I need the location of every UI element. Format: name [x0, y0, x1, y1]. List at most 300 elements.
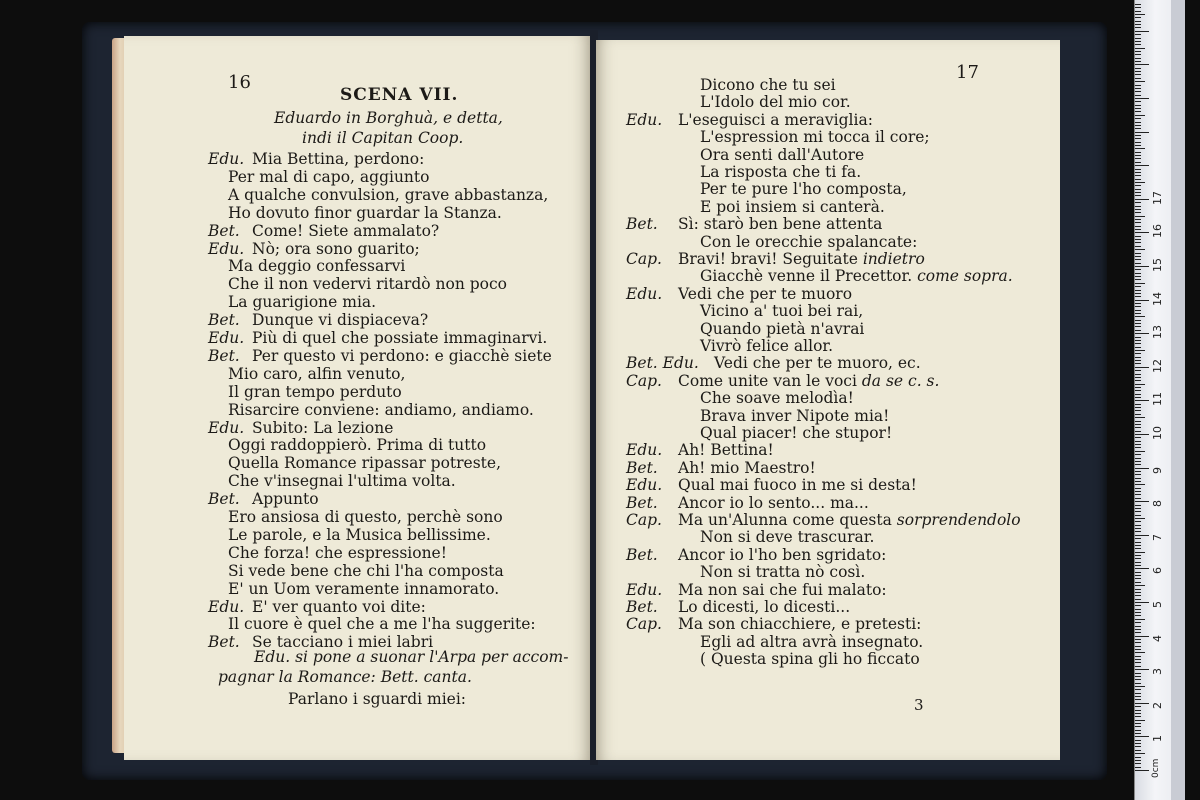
ruler-tick: [1135, 135, 1141, 136]
ruler-tick: [1135, 226, 1141, 227]
ruler-tick: [1135, 760, 1141, 761]
ruler-tick: [1135, 172, 1141, 173]
ruler-tick: [1135, 474, 1141, 475]
ruler-tick: [1135, 612, 1141, 613]
ruler-tick: [1135, 683, 1141, 684]
ruler-tick: [1135, 209, 1141, 210]
dialogue-line: Ma deggio confessarvi: [228, 257, 406, 276]
ruler-tick: [1135, 108, 1141, 109]
ruler-tick: [1135, 716, 1141, 717]
ruler-tick: [1135, 548, 1141, 549]
ruler-tick: [1135, 699, 1141, 700]
ruler-tick: [1135, 71, 1141, 72]
dialogue-line: Per mal di capo, aggiunto: [228, 167, 430, 186]
dialogue-line: Qual piacer! che stupor!: [700, 424, 893, 442]
ruler-tick: [1135, 232, 1149, 233]
stage-direction: indi il Capitan Coop.: [302, 129, 464, 147]
dialogue-line: E poi insiem si canterà.: [700, 197, 885, 216]
dialogue-line: Con le orecchie spalancate:: [700, 232, 918, 251]
ruler-tick: [1135, 185, 1141, 186]
dialogue-line: ( Questa spina gli ho ficcato: [700, 650, 920, 669]
ruler-tick: [1135, 639, 1141, 640]
ruler-tick: [1135, 464, 1141, 465]
ruler-tick: [1135, 88, 1141, 89]
ruler-tick: [1135, 589, 1141, 590]
ruler-tick: [1135, 263, 1141, 264]
ruler-label: 8: [1151, 500, 1164, 508]
speaker-label: Edu.: [208, 597, 245, 616]
dialogue-line: Ancor io l'ho ben sgridato:: [678, 545, 887, 564]
ruler-label: 7: [1151, 533, 1164, 541]
ruler-tick: [1135, 300, 1149, 301]
dialogue-line: Egli ad altra avrà insegnato.: [700, 632, 924, 651]
dialogue-line: Ora senti dall'Autore: [700, 145, 865, 164]
ruler-tick: [1135, 605, 1141, 606]
speaker-label: Bet.: [626, 458, 658, 477]
dialogue-line: Brava inver Nipote mia!: [700, 406, 890, 425]
ruler-tick: [1135, 155, 1141, 156]
ruler-tick: [1135, 81, 1145, 82]
speaker-label: Cap.: [626, 615, 662, 634]
ruler-tick: [1135, 491, 1141, 492]
dialogue-line: Che forza! che espressione!: [228, 543, 447, 562]
ruler-tick: [1135, 458, 1141, 459]
ruler-tick: [1135, 269, 1141, 270]
ruler-tick: [1135, 407, 1141, 408]
ruler-tick: [1135, 212, 1141, 213]
ruler-label: 3: [1151, 668, 1164, 676]
dialogue-line: Il gran tempo perduto: [228, 382, 402, 401]
ruler-tick: [1135, 636, 1149, 637]
ruler-tick: [1135, 746, 1141, 747]
ruler-tick: [1135, 414, 1141, 415]
ruler-tick: [1135, 95, 1141, 96]
ruler-tick: [1135, 750, 1141, 751]
ruler-tick: [1135, 424, 1141, 425]
ruler-tick: [1135, 713, 1141, 714]
ruler-tick: [1135, 216, 1145, 217]
dialogue-line: Come! Siete ammalato?: [252, 221, 440, 240]
ruler-tick: [1135, 310, 1141, 311]
ruler-tick: [1135, 78, 1141, 79]
ruler-tick: [1135, 7, 1141, 8]
ruler-tick: [1135, 54, 1141, 55]
ruler-tick: [1135, 31, 1149, 32]
ruler-label: 12: [1151, 358, 1164, 373]
ruler-tick: [1135, 421, 1141, 422]
ruler-tick: [1135, 454, 1141, 455]
ruler-tick: [1135, 434, 1149, 435]
ruler-tick: [1135, 41, 1141, 42]
ruler-tick: [1135, 377, 1141, 378]
speaker-label: Cap.: [626, 250, 662, 268]
ruler-tick: [1135, 125, 1141, 126]
ruler-tick: [1135, 468, 1149, 469]
ruler-tick: [1135, 542, 1141, 543]
speaker-label: Bet.: [626, 545, 658, 564]
ruler-tick: [1135, 545, 1141, 546]
ruler-tick: [1135, 165, 1149, 166]
ruler-tick: [1135, 753, 1145, 754]
dialogue-line: Sì: starò ben bene attenta: [678, 215, 883, 234]
ruler-tick: [1135, 740, 1141, 741]
dialogue-line: Vicino a' tuoi bei rai,: [700, 302, 864, 321]
ruler-tick: [1135, 4, 1141, 5]
ruler-tick: [1135, 350, 1145, 351]
ruler-tick: [1135, 162, 1141, 163]
ruler-tick: [1135, 626, 1141, 627]
ruler-tick: [1135, 14, 1145, 15]
final-line: Parlano i sguardi miei:: [288, 690, 467, 708]
ruler-label: 2: [1151, 701, 1164, 709]
dialogue-line: Ero ansiosa di questo, perchè sono: [228, 508, 503, 526]
ruler-tick: [1135, 27, 1141, 28]
dialogue-line: L'Idolo del mio cor.: [700, 93, 851, 112]
ruler-tick: [1135, 101, 1141, 102]
ruler-tick: [1135, 11, 1141, 12]
dialogue-line: Mia Bettina, perdono:: [252, 150, 425, 168]
ruler-tick: [1135, 283, 1145, 284]
ruler-tick: [1135, 757, 1141, 758]
ruler-tick: [1135, 259, 1141, 260]
ruler-tick: [1135, 572, 1141, 573]
dialogue-line: Giacchè venne il Precettor. come sopra.: [700, 267, 1013, 286]
ruler-tick: [1135, 152, 1141, 153]
dialogue-line: Quella Romance ripassar potreste,: [228, 454, 502, 473]
speaker-label: Bet.: [626, 598, 658, 616]
ruler-tick: [1135, 360, 1141, 361]
ruler-tick: [1135, 145, 1141, 146]
ruler-tick: [1135, 642, 1141, 643]
dialogue-line: Ancor io lo sento... ma...: [678, 493, 869, 512]
ruler-tick: [1135, 615, 1141, 616]
dialogue-line: Appunto: [252, 490, 319, 509]
ruler-tick: [1135, 666, 1141, 667]
ruler-tick: [1135, 242, 1141, 243]
ruler-label: 0cm: [1151, 758, 1161, 778]
ruler-tick: [1135, 222, 1141, 223]
ruler-tick: [1135, 656, 1141, 657]
ruler-tick: [1135, 471, 1141, 472]
dialogue-line: A qualche convulsion, grave abbastanza,: [228, 185, 549, 204]
dialogue-line: Come unite van le voci da se c. s.: [678, 371, 940, 390]
stage-aside: come sopra.: [912, 267, 1013, 286]
ruler-tick: [1135, 437, 1141, 438]
ruler-tick: [1135, 494, 1141, 495]
ruler-tick: [1135, 249, 1145, 250]
ruler-tick: [1135, 316, 1145, 317]
dialogue-line: Oggi raddoppierò. Prima di tutto: [228, 436, 487, 455]
ruler-tick: [1135, 38, 1141, 39]
ruler-tick: [1135, 333, 1149, 334]
ruler-tick: [1135, 34, 1141, 35]
ruler-tick: [1135, 115, 1145, 116]
ruler-tick: [1135, 48, 1145, 49]
dialogue-line: Risarcire conviene: andiamo, andiamo.: [228, 400, 534, 419]
dialogue-line: Qual mai fuoco in me si desta!: [678, 476, 917, 495]
ruler-tick: [1135, 138, 1141, 139]
ruler-tick: [1135, 236, 1141, 237]
ruler-tick: [1135, 158, 1141, 159]
ruler-tick: [1135, 353, 1141, 354]
speaker-label: Edu.: [208, 329, 245, 347]
dialogue-line: Non si tratta nò così.: [700, 563, 866, 582]
speaker-label: Edu.: [626, 110, 663, 129]
left-page-number: 16: [228, 72, 251, 93]
dialogue-line: Non si deve trascurar.: [700, 528, 875, 547]
dialogue-line: Ma non sai che fui malato:: [678, 580, 887, 599]
dialogue-line: L'espression mi tocca il core;: [700, 128, 930, 147]
dialogue-line: La risposta che ti fa.: [700, 163, 862, 181]
dialogue-line: Ah! mio Maestro!: [678, 458, 816, 477]
ruler-tick: [1135, 622, 1141, 623]
ruler-tick: [1135, 552, 1145, 553]
dialogue-line: Ah! Bettina!: [678, 441, 774, 460]
ruler-tick: [1135, 397, 1141, 398]
ruler-tick: [1135, 447, 1141, 448]
ruler-tick: [1135, 61, 1141, 62]
ruler-tick: [1135, 488, 1141, 489]
dialogue-line: Subito: La lezione: [252, 418, 394, 437]
dialogue-line: Se tacciano i miei labri: [252, 633, 434, 652]
dialogue-line: Ho dovuto finor guardar la Stanza.: [228, 203, 502, 222]
ruler-tick: [1135, 558, 1141, 559]
ruler-tick: [1135, 706, 1141, 707]
ruler-tick: [1135, 686, 1145, 687]
ruler-tick: [1135, 51, 1141, 52]
ruler-tick: [1135, 179, 1141, 180]
ruler-tick: [1135, 380, 1141, 381]
ruler-tick: [1135, 538, 1141, 539]
speaker-label: Bet.: [208, 346, 240, 365]
ruler-tick: [1135, 98, 1149, 99]
ruler-tick: [1135, 498, 1141, 499]
ruler-tick: [1135, 202, 1141, 203]
scene-title: SCENA VII.: [340, 85, 459, 105]
ruler-tick: [1135, 515, 1141, 516]
ruler-tick: [1135, 767, 1141, 768]
ruler-tick: [1135, 390, 1141, 391]
ruler-tick: [1135, 239, 1141, 240]
ruler-label: 11: [1151, 392, 1164, 407]
ruler-tick: [1135, 565, 1141, 566]
ruler-tick: [1135, 743, 1141, 744]
ruler-tick: [1135, 736, 1149, 737]
speaker-label: Bet. Edu.: [626, 354, 699, 373]
ruler-tick: [1135, 111, 1141, 112]
stage-aside: da se c. s.: [856, 371, 940, 390]
dialogue-line: Nò; ora sono guarito;: [252, 239, 420, 258]
ruler-tick: [1135, 592, 1141, 593]
ruler-tick: [1135, 74, 1141, 75]
ruler-edge: [1171, 0, 1185, 800]
speaker-label: Edu.: [626, 580, 663, 599]
ruler-tick: [1135, 770, 1149, 771]
ruler-tick: [1135, 400, 1149, 401]
ruler-tick: [1135, 17, 1141, 18]
ruler-tick: [1135, 384, 1145, 385]
dialogue-line: Mio caro, alfin venuto,: [228, 364, 406, 383]
ruler-tick: [1135, 105, 1141, 106]
ruler-tick: [1135, 24, 1141, 25]
ruler-tick: [1135, 730, 1141, 731]
ruler-tick: [1135, 330, 1141, 331]
ruler-tick: [1135, 91, 1141, 92]
ruler-tick: [1135, 710, 1141, 711]
ruler-tick: [1135, 206, 1141, 207]
dialogue-line: L'eseguisci a meraviglia:: [678, 110, 873, 129]
ruler-tick: [1135, 68, 1141, 69]
ruler-tick: [1135, 313, 1141, 314]
ruler-tick: [1135, 535, 1149, 536]
speaker-label: Cap.: [626, 371, 662, 390]
ruler-tick: [1135, 427, 1141, 428]
ruler-tick: [1135, 484, 1145, 485]
ruler-tick: [1135, 602, 1149, 603]
ruler-tick: [1135, 276, 1141, 277]
closing-direction: pagnar la Romance: Bett. canta.: [218, 668, 472, 686]
ruler-label: 4: [1151, 634, 1164, 642]
ruler-tick: [1135, 410, 1141, 411]
ruler-label: 1: [1151, 735, 1164, 743]
ruler-tick: [1135, 273, 1141, 274]
dialogue-line: Lo dicesti, lo dicesti...: [678, 598, 851, 616]
dialogue-line: Che il non vedervi ritardò non poco: [228, 275, 507, 294]
ruler-tick: [1135, 219, 1141, 220]
ruler-tick: [1135, 431, 1141, 432]
dialogue-line: Dunque vi dispiaceva?: [252, 311, 429, 330]
ruler-tick: [1135, 726, 1141, 727]
ruler-tick: [1135, 562, 1141, 563]
speaker-label: Bet.: [208, 221, 240, 240]
ruler-tick: [1135, 531, 1141, 532]
ruler-tick: [1135, 720, 1145, 721]
ruler-tick: [1135, 182, 1145, 183]
ruler-tick: [1135, 632, 1141, 633]
dialogue-line: Il cuore è quel che a me l'ha suggerite:: [228, 615, 536, 634]
ruler-tick: [1135, 659, 1141, 660]
stage-direction: Eduardo in Borghuà, e detta,: [274, 109, 503, 127]
ruler-tick: [1135, 451, 1145, 452]
ruler-tick: [1135, 148, 1145, 149]
speaker-label: Bet.: [208, 311, 240, 330]
closing-direction: Edu. si pone a suonar l'Arpa per accom-: [254, 648, 569, 666]
ruler-tick: [1135, 478, 1141, 479]
ruler-label: 16: [1151, 224, 1164, 239]
speaker-label: Edu.: [208, 150, 245, 168]
ruler-label: 10: [1151, 426, 1164, 440]
ruler-tick: [1135, 578, 1141, 579]
stage-aside: sorprendendolo: [891, 511, 1021, 529]
dialogue-line: Ma un'Alunna come questa sorprendendolo: [678, 511, 1021, 529]
ruler-tick: [1135, 326, 1141, 327]
ruler-tick: [1135, 444, 1141, 445]
speaker-label: Edu.: [626, 284, 663, 303]
ruler-tick: [1135, 649, 1141, 650]
ruler-tick: [1135, 568, 1149, 569]
ruler-tick: [1135, 58, 1141, 59]
ruler-tick: [1135, 64, 1149, 65]
ruler-tick: [1135, 609, 1141, 610]
ruler-tick: [1135, 253, 1141, 254]
dialogue-line: Più di quel che possiate immaginarvi.: [252, 329, 548, 347]
speaker-label: Bet.: [208, 633, 240, 652]
ruler-tick: [1135, 669, 1149, 670]
ruler-tick: [1135, 525, 1141, 526]
dialogue-line: Che v'insegnai l'ultima volta.: [228, 472, 456, 491]
ruler-tick: [1135, 693, 1141, 694]
dialogue-line: Ma son chiacchiere, e pretesti:: [678, 615, 922, 634]
ruler-label: 17: [1151, 190, 1164, 205]
ruler-label: 6: [1151, 567, 1164, 575]
ruler-tick: [1135, 306, 1141, 307]
dialogue-line: Si vede bene che chi l'ha composta: [228, 561, 504, 580]
ruler-tick: [1135, 501, 1149, 502]
ruler-tick: [1135, 340, 1141, 341]
ruler-tick: [1135, 703, 1149, 704]
left-page: [124, 36, 592, 760]
signature-mark: 3: [914, 696, 924, 714]
ruler-tick: [1135, 374, 1141, 375]
ruler-tick: [1135, 357, 1141, 358]
right-page: [596, 40, 1060, 760]
dialogue-line: Le parole, e la Musica bellissime.: [228, 525, 491, 544]
ruler-tick: [1135, 118, 1141, 119]
speaker-label: Edu.: [208, 239, 245, 258]
dialogue-line: Dicono che tu sei: [700, 76, 836, 94]
ruler-tick: [1135, 679, 1141, 680]
ruler-tick: [1135, 337, 1141, 338]
ruler-tick: [1135, 293, 1141, 294]
speaker-label: Bet.: [208, 490, 240, 509]
ruler-tick: [1135, 676, 1141, 677]
speaker-label: Edu.: [208, 418, 245, 437]
ruler-tick: [1135, 481, 1141, 482]
ruler-tick: [1135, 122, 1141, 123]
dialogue-line: Bravi! bravi! Seguitate indietro: [678, 250, 925, 268]
ruler-tick: [1135, 363, 1141, 364]
speaker-label: Bet.: [626, 493, 658, 512]
ruler-tick: [1135, 266, 1149, 267]
ruler-tick: [1135, 404, 1141, 405]
ruler-label: 15: [1151, 258, 1164, 272]
right-page-number: 17: [956, 62, 979, 83]
ruler-tick: [1135, 246, 1141, 247]
ruler-tick: [1135, 199, 1149, 200]
ruler-tick: [1135, 696, 1141, 697]
ruler-tick: [1135, 44, 1141, 45]
ruler-label: 14: [1151, 291, 1164, 306]
ruler-tick: [1135, 394, 1141, 395]
ruler-tick: [1135, 585, 1145, 586]
ruler-tick: [1135, 175, 1141, 176]
ruler-tick: [1135, 370, 1141, 371]
ruler-tick: [1135, 296, 1141, 297]
dialogue-line: Vedi che per te muoro, ec.: [714, 354, 921, 373]
dialogue-line: Quando pietà n'avrai: [700, 319, 865, 338]
dialogue-line: Vivrò felice allor.: [700, 337, 834, 355]
ruler-tick: [1135, 128, 1141, 129]
ruler-tick: [1135, 662, 1141, 663]
speaker-label: Edu.: [626, 476, 663, 495]
ruler-tick: [1135, 417, 1145, 418]
ruler-tick: [1135, 303, 1141, 304]
dialogue-line: La guarigione mia.: [228, 293, 377, 312]
ruler-tick: [1135, 511, 1141, 512]
ruler-tick: [1135, 518, 1145, 519]
ruler-tick: [1135, 441, 1141, 442]
ruler-tick: [1135, 599, 1141, 600]
